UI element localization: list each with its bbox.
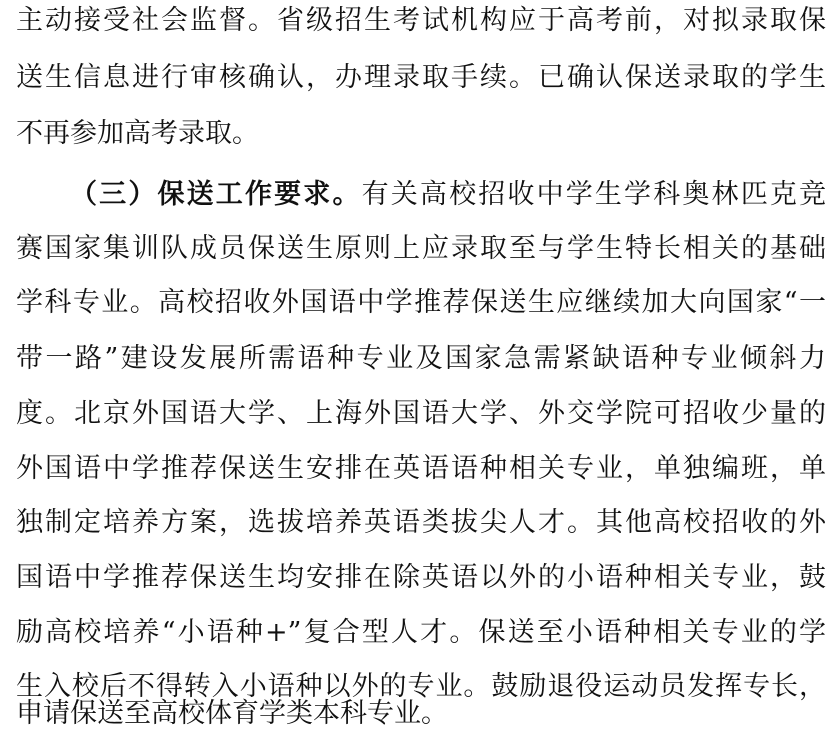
paragraph-2-line-1-text: 有关高校招收中学生学科奥林匹克竞 [361, 179, 827, 210]
paragraph-2-line-4: 带一路”建设发展所需语种专业及国家急需紧缺语种专业倾斜力 [16, 343, 826, 374]
paragraph-2-line-5: 度。北京外国语大学、上海外国语大学、外交学院可招收少量的 [16, 398, 826, 429]
paragraph-2-line-3: 学科专业。高校招收外国语中学推荐保送生应继续加大向国家“一 [16, 287, 826, 318]
paragraph-2-line-10: 生入校后不得转入小语种以外的专业。鼓励退役运动员发挥专长， [16, 671, 826, 702]
paragraph-2-line-8: 国语中学推荐保送生均安排在除英语以外的小语种相关专业，鼓 [16, 562, 826, 593]
paragraph-2-line-11: 申请保送至高校体育学类本科专业。 [16, 698, 448, 729]
paragraph-1-line-3: 不再参加高考录取。 [16, 118, 259, 149]
paragraph-1-line-2: 送生信息进行审核确认，办理录取手续。已确认保送录取的学生 [16, 62, 826, 93]
paragraph-2-line-7: 独制定培养方案，选拔培养英语类拔尖人才。其他高校招收的外 [16, 507, 826, 538]
section-heading: （三）保送工作要求。 [70, 179, 362, 210]
paragraph-2-line-1 [70, 176, 826, 214]
paragraph-2-line-2: 赛国家集训队成员保送生原则上应录取至与学生特长相关的基础 [16, 233, 826, 264]
paragraph-2-line-6: 外国语中学推荐保送生安排在英语语种相关专业，单独编班，单 [16, 453, 826, 484]
paragraph-1-line-1: 主动接受社会监督。省级招生考试机构应于高考前，对拟录取保 [16, 5, 826, 36]
paragraph-2-line-9: 励高校培养“小语种+”复合型人才。保送至小语种相关专业的学 [16, 617, 826, 648]
